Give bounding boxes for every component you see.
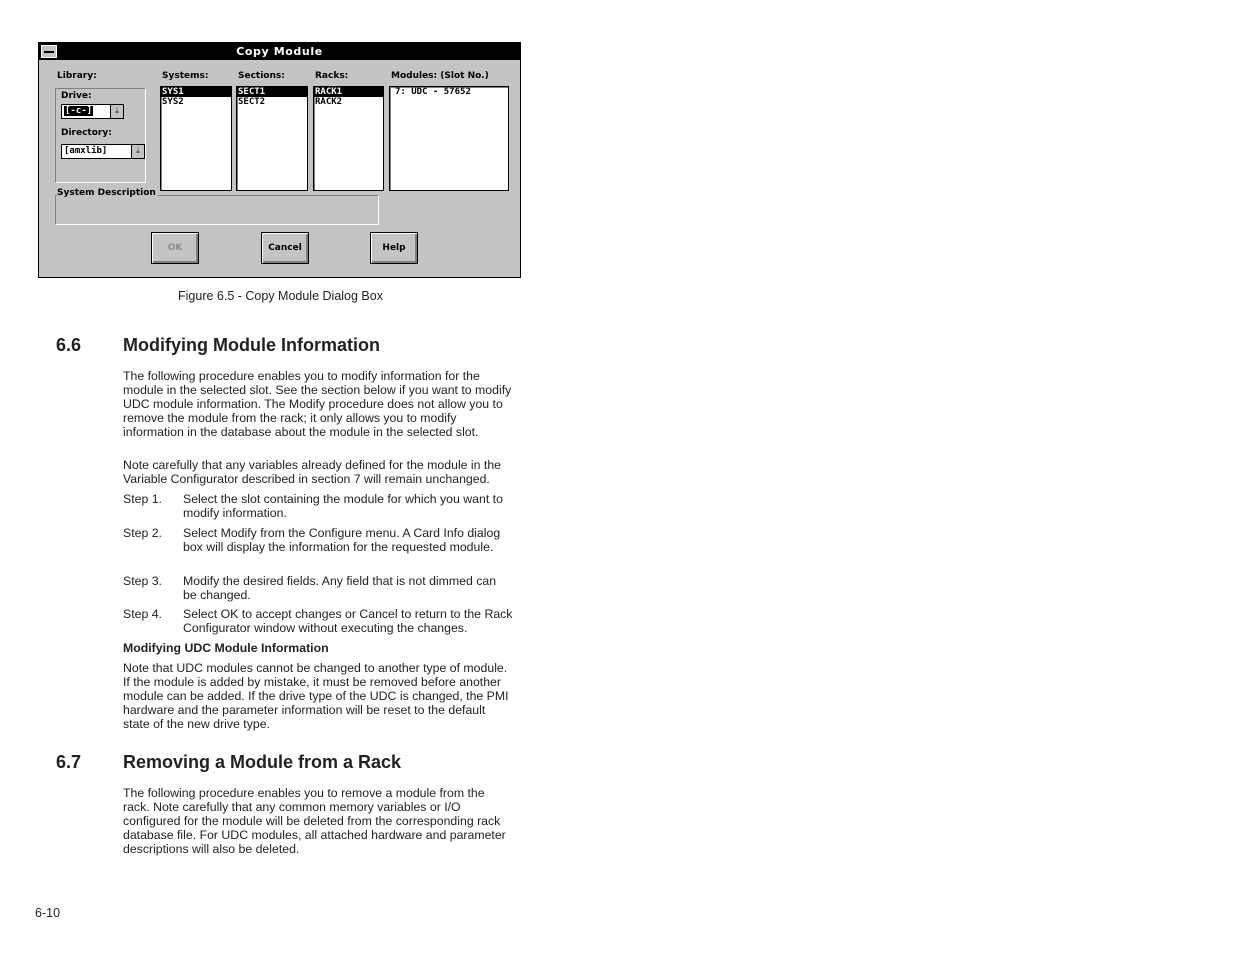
directory-dropdown-arrow-icon[interactable]: ⤓ (131, 144, 145, 159)
systems-label: Systems: (162, 71, 209, 81)
section-6-6-paragraph-3: Note that UDC modules cannot be changed to another type of module. If the module is added by mistake, it must be removed before another module can be added. If the drive type of the UDC is changed, the PMI hardware and the parameter information will be reset to the default state of the new drive type. (123, 661, 509, 731)
step-4-text: Select OK to accept changes or Cancel to return to the Rack Configurator window without executing the changes. (183, 607, 513, 635)
modules-item[interactable]: 7: UDC - 57652 (395, 87, 471, 97)
section-6-6-number: 6.6 (56, 335, 82, 355)
page-number: 6-10 (35, 906, 61, 920)
drive-value: [-c-] (65, 106, 93, 116)
library-label: Library: (57, 71, 97, 81)
udc-subheading: Modifying UDC Module Information (123, 641, 329, 655)
directory-select[interactable] (61, 144, 145, 159)
system-menu-icon[interactable] (41, 45, 57, 58)
drive-dropdown-arrow-icon[interactable]: ⤓ (110, 104, 124, 119)
systems-item[interactable]: SYS1 (161, 87, 231, 97)
modules-list[interactable] (389, 86, 509, 191)
drive-label: Drive: (61, 91, 92, 101)
racks-label: Racks: (315, 71, 349, 81)
section-6-7-paragraph-1: The following procedure enables you to remove a module from the rack. Note carefully that any common memory variables or I/O configured for the module will be deleted from the corresponding rack database file. For UDC modules, all attached hardware and parameter descriptions will also be deleted. (123, 786, 506, 856)
racks-item[interactable]: RACK1 (314, 87, 383, 97)
sections-list[interactable] (236, 86, 308, 191)
step-3-text: Modify the desired fields. Any field that is not dimmed can be changed. (183, 574, 497, 602)
step-1-text: Select the slot containing the module for which you want to modify information. (183, 492, 503, 520)
sections-item[interactable]: SECT1 (237, 87, 307, 97)
cancel-button[interactable]: Cancel (261, 232, 309, 264)
section-6-7-title: Removing a Module from a Rack (123, 752, 402, 772)
racks-list[interactable] (313, 86, 384, 191)
section-6-7-number: 6.7 (56, 752, 82, 772)
sections-item[interactable]: SECT2 (238, 97, 266, 107)
section-6-6-paragraph-1: The following procedure enables you to modify information for the module in the selected slot. See the section below if you want to modify UDC module information. The Modify procedure does not allow you to remove the module from the rack; it only allows you to modify information in the database about the module in the selected slot. (123, 369, 512, 439)
section-6-6-paragraph-2: Note carefully that any variables already defined for the module in the Variable Configurator described in section 7 will remain unchanged. (123, 458, 502, 486)
systems-item[interactable]: SYS2 (162, 97, 184, 107)
step-1-label: Step 1. (123, 492, 162, 506)
racks-item[interactable]: RACK2 (315, 97, 343, 107)
drive-select[interactable] (61, 104, 124, 119)
ok-button[interactable]: OK (151, 232, 199, 264)
dialog-title-bar (39, 43, 520, 60)
dialog-title: Copy Module (236, 45, 323, 58)
system-description-box (55, 195, 379, 225)
directory-value: [amxlib] (64, 146, 108, 156)
directory-label: Directory: (61, 128, 112, 138)
copy-module-dialog (38, 42, 521, 278)
step-2-label: Step 2. (123, 526, 162, 540)
system-description-label: System Description (57, 188, 156, 198)
step-3-label: Step 3. (123, 574, 162, 588)
step-4-label: Step 4. (123, 607, 162, 621)
systems-list[interactable] (160, 86, 232, 191)
section-6-6-title: Modifying Module Information (123, 335, 380, 355)
step-2-text: Select Modify from the Configure menu. A Card Info dialog box will display the information for the requested module. (183, 526, 501, 554)
modules-label: Modules: (Slot No.) (391, 71, 489, 81)
help-button[interactable]: Help (370, 232, 418, 264)
sections-label: Sections: (238, 71, 285, 81)
figure-caption: Figure 6.5 - Copy Module Dialog Box (178, 289, 383, 303)
